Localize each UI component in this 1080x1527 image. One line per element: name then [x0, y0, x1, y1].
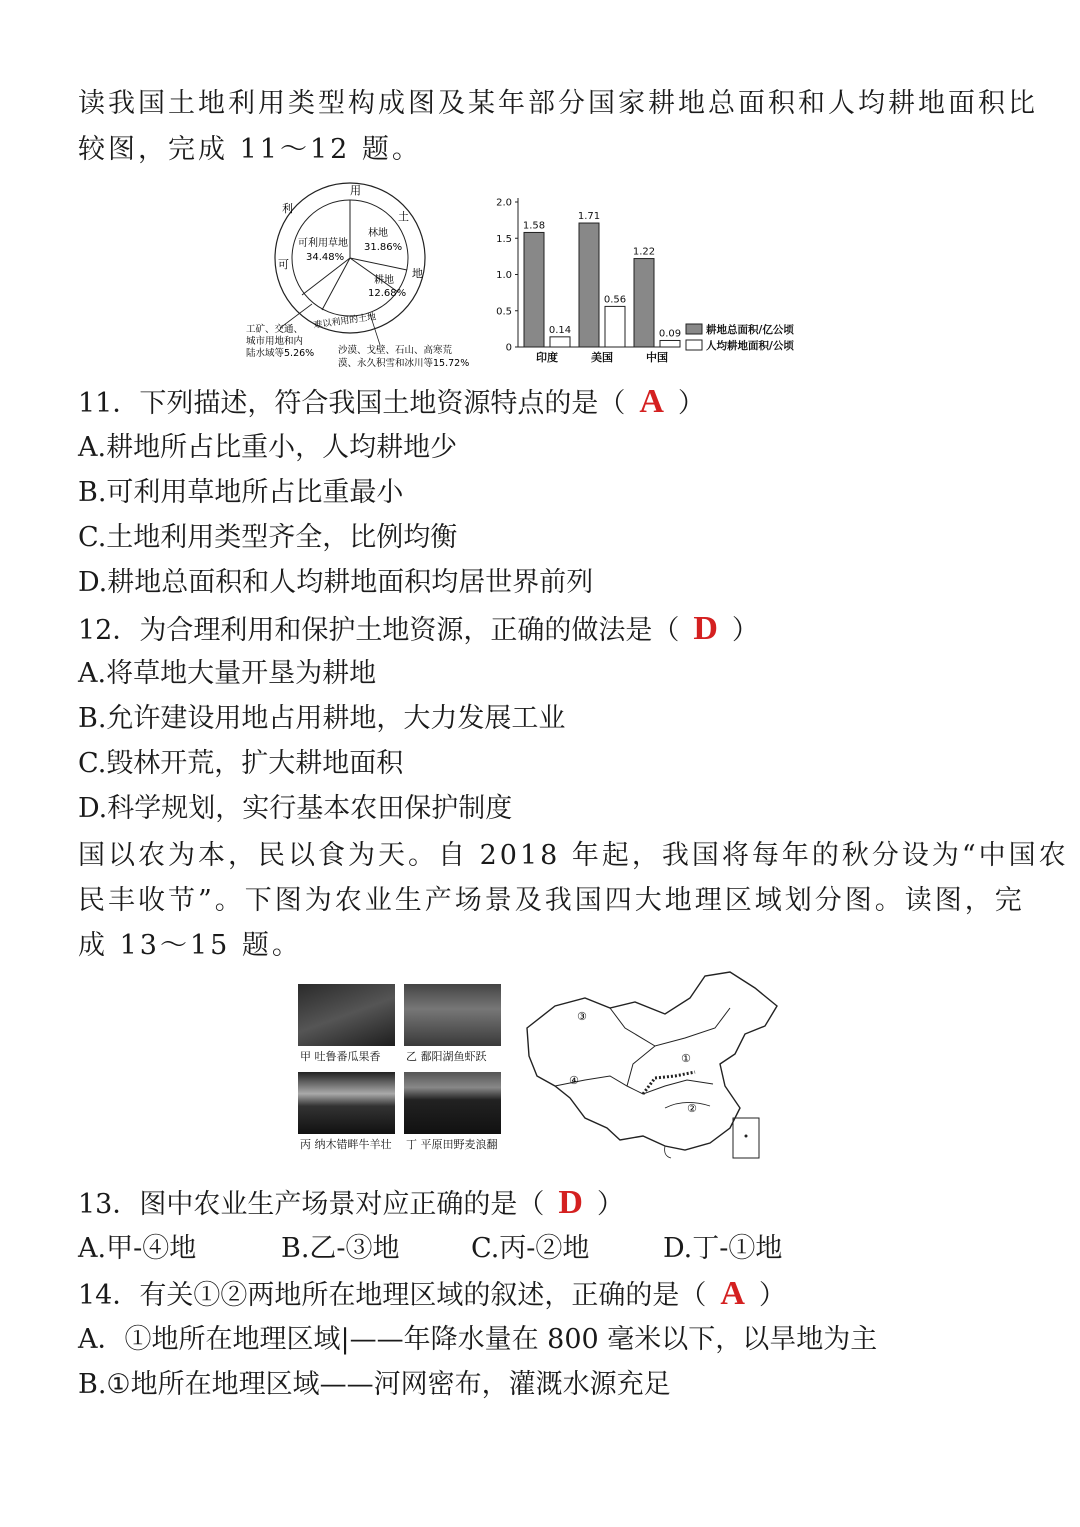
map-marker: ③ — [577, 1010, 587, 1023]
bar — [579, 223, 599, 347]
intro-text-line: 成 13～15 题。 — [78, 930, 302, 961]
photo-poyang — [404, 984, 501, 1046]
ring-char: 土 — [398, 210, 409, 223]
bar — [660, 340, 680, 347]
y-tick-label: 0 — [505, 342, 512, 354]
note-right: 沙漠、戈壁、石山、高寒荒 — [338, 345, 453, 356]
x-category-label: 中国 — [646, 351, 668, 364]
option-a: A.耕地所占比重小，人均耕地少 — [78, 432, 458, 463]
option-a: A．①地所在地理区域|——年降水量在 800 毫米以下，以旱地为主 — [78, 1324, 878, 1355]
option-d: D.丁-①地 — [663, 1233, 783, 1264]
y-tick-label: 1.5 — [496, 233, 512, 245]
legend-label: 耕地总面积/亿公顷 — [706, 324, 794, 336]
bar-data-label: 1.22 — [632, 246, 656, 258]
answer-mark: D — [693, 610, 718, 647]
intro-text-line: 民丰收节”。下图为农业生产场景及我国四大地理区域划分图。读图，完 — [78, 885, 1025, 916]
question-13-options — [78, 1229, 782, 1269]
y-tick-label: 1.0 — [496, 270, 512, 281]
photo-turpan — [298, 984, 395, 1046]
slice-value: 34.48% — [306, 252, 345, 263]
option-b: B.①地所在地理区域——河网密布，灌溉水源充足 — [78, 1369, 671, 1400]
photo-caption: 丁 平原田野麦浪翻 — [406, 1138, 498, 1151]
map-marker: ① — [681, 1052, 691, 1065]
x-category-label: 印度 — [536, 351, 558, 364]
photo-caption: 丙 纳木错畔牛羊壮 — [300, 1138, 392, 1151]
photo-caption: 乙 鄱阳湖鱼虾跃 — [406, 1050, 487, 1063]
ring-char: 用 — [350, 184, 361, 197]
question-text: ） — [677, 388, 705, 419]
slice-label: 林地 — [368, 228, 388, 239]
china-regions-map — [515, 968, 790, 1168]
option-c: C.土地利用类型齐全，比例均衡 — [78, 522, 458, 553]
answer-mark: A — [639, 383, 664, 420]
question-text: 13．图中农业生产场景对应正确的是（ — [78, 1189, 545, 1220]
question-11-stem — [78, 382, 705, 424]
answer-mark: D — [558, 1184, 583, 1221]
bar-data-label: 0.56 — [603, 294, 627, 306]
legend-swatch — [686, 340, 702, 350]
bar-data-label: 0.09 — [658, 328, 682, 340]
option-c: C.毁林开荒，扩大耕地面积 — [78, 748, 404, 779]
map-marker: ④ — [569, 1074, 579, 1087]
question-13-stem — [78, 1183, 624, 1225]
option-d: D.科学规划，实行基本农田保护制度 — [78, 793, 513, 824]
option-a: A.将草地大量开垦为耕地 — [78, 658, 377, 689]
bar — [634, 259, 654, 347]
question-text: ） — [731, 615, 759, 646]
photo-namtso — [298, 1072, 395, 1134]
x-category-label: 美国 — [591, 351, 613, 364]
option-b: B.允许建设用地占用耕地，大力发展工业 — [78, 703, 566, 734]
slice-value: 31.86% — [364, 242, 403, 253]
slice-label: 可利用草地 — [298, 238, 348, 249]
ring-char: 可 — [278, 258, 289, 271]
question-text: 14．有关①②两地所在地理区域的叙述，正确的是（ — [78, 1280, 707, 1311]
slice-label: 耕地 — [374, 275, 394, 286]
bar-data-label: 1.71 — [577, 211, 601, 223]
option-b: B.乙-③地 — [281, 1233, 400, 1264]
legend-label: 人均耕地面积/公顷 — [706, 340, 794, 352]
question-text: ） — [758, 1280, 786, 1311]
y-tick-label: 0.5 — [496, 306, 512, 318]
farmland-bar-chart — [490, 190, 835, 372]
question-12-stem — [78, 609, 759, 651]
bar-data-label: 0.14 — [548, 324, 572, 336]
question-text: 12．为合理利用和保护土地资源，正确的做法是（ — [78, 615, 680, 646]
y-tick-label: 2.0 — [496, 197, 512, 209]
intro-text-line: 读我国土地利用类型构成图及某年部分国家耕地总面积和人均耕地面积比 — [78, 88, 1038, 119]
note-left: 城市用地和内 — [246, 336, 304, 347]
intro-text-line: 较图，完成 11～12 题。 — [78, 134, 422, 165]
slice-value: 12.68% — [368, 288, 407, 299]
intro-text-line: 国以农为本，民以食为天。自 2018 年起，我国将每年的秋分设为“中国农 — [78, 840, 1069, 871]
note-left: 陆水域等5.26% — [246, 348, 315, 359]
note-left: 工矿、交通、 — [246, 324, 304, 335]
photo-caption: 甲 吐鲁番瓜果香 — [300, 1050, 381, 1063]
bar-data-label: 1.58 — [522, 220, 546, 232]
ring-char: 利 — [282, 202, 293, 215]
option-d: D.耕地总面积和人均耕地面积均居世界前列 — [78, 567, 594, 598]
legend-swatch — [686, 324, 702, 334]
question-text: ） — [596, 1189, 624, 1220]
bar — [550, 337, 570, 347]
ring-char: 地 — [412, 267, 423, 280]
land-use-pie-diagram — [240, 180, 490, 375]
answer-mark: A — [720, 1275, 745, 1312]
ring-bottom-label: 难以利用的土地 — [313, 312, 377, 331]
option-c: C.丙-②地 — [471, 1233, 590, 1264]
map-marker: ② — [687, 1102, 697, 1115]
question-14-stem — [78, 1274, 786, 1316]
option-b: B.可利用草地所占比重最小 — [78, 477, 404, 508]
bar — [605, 306, 625, 347]
option-a: A.甲-④地 — [78, 1233, 197, 1264]
photo-plain-wheat — [404, 1072, 501, 1134]
bar — [524, 232, 544, 347]
note-right: 漠、永久积雪和冰川等15.72% — [338, 358, 470, 369]
question-text: 11．下列描述，符合我国土地资源特点的是（ — [78, 388, 626, 419]
